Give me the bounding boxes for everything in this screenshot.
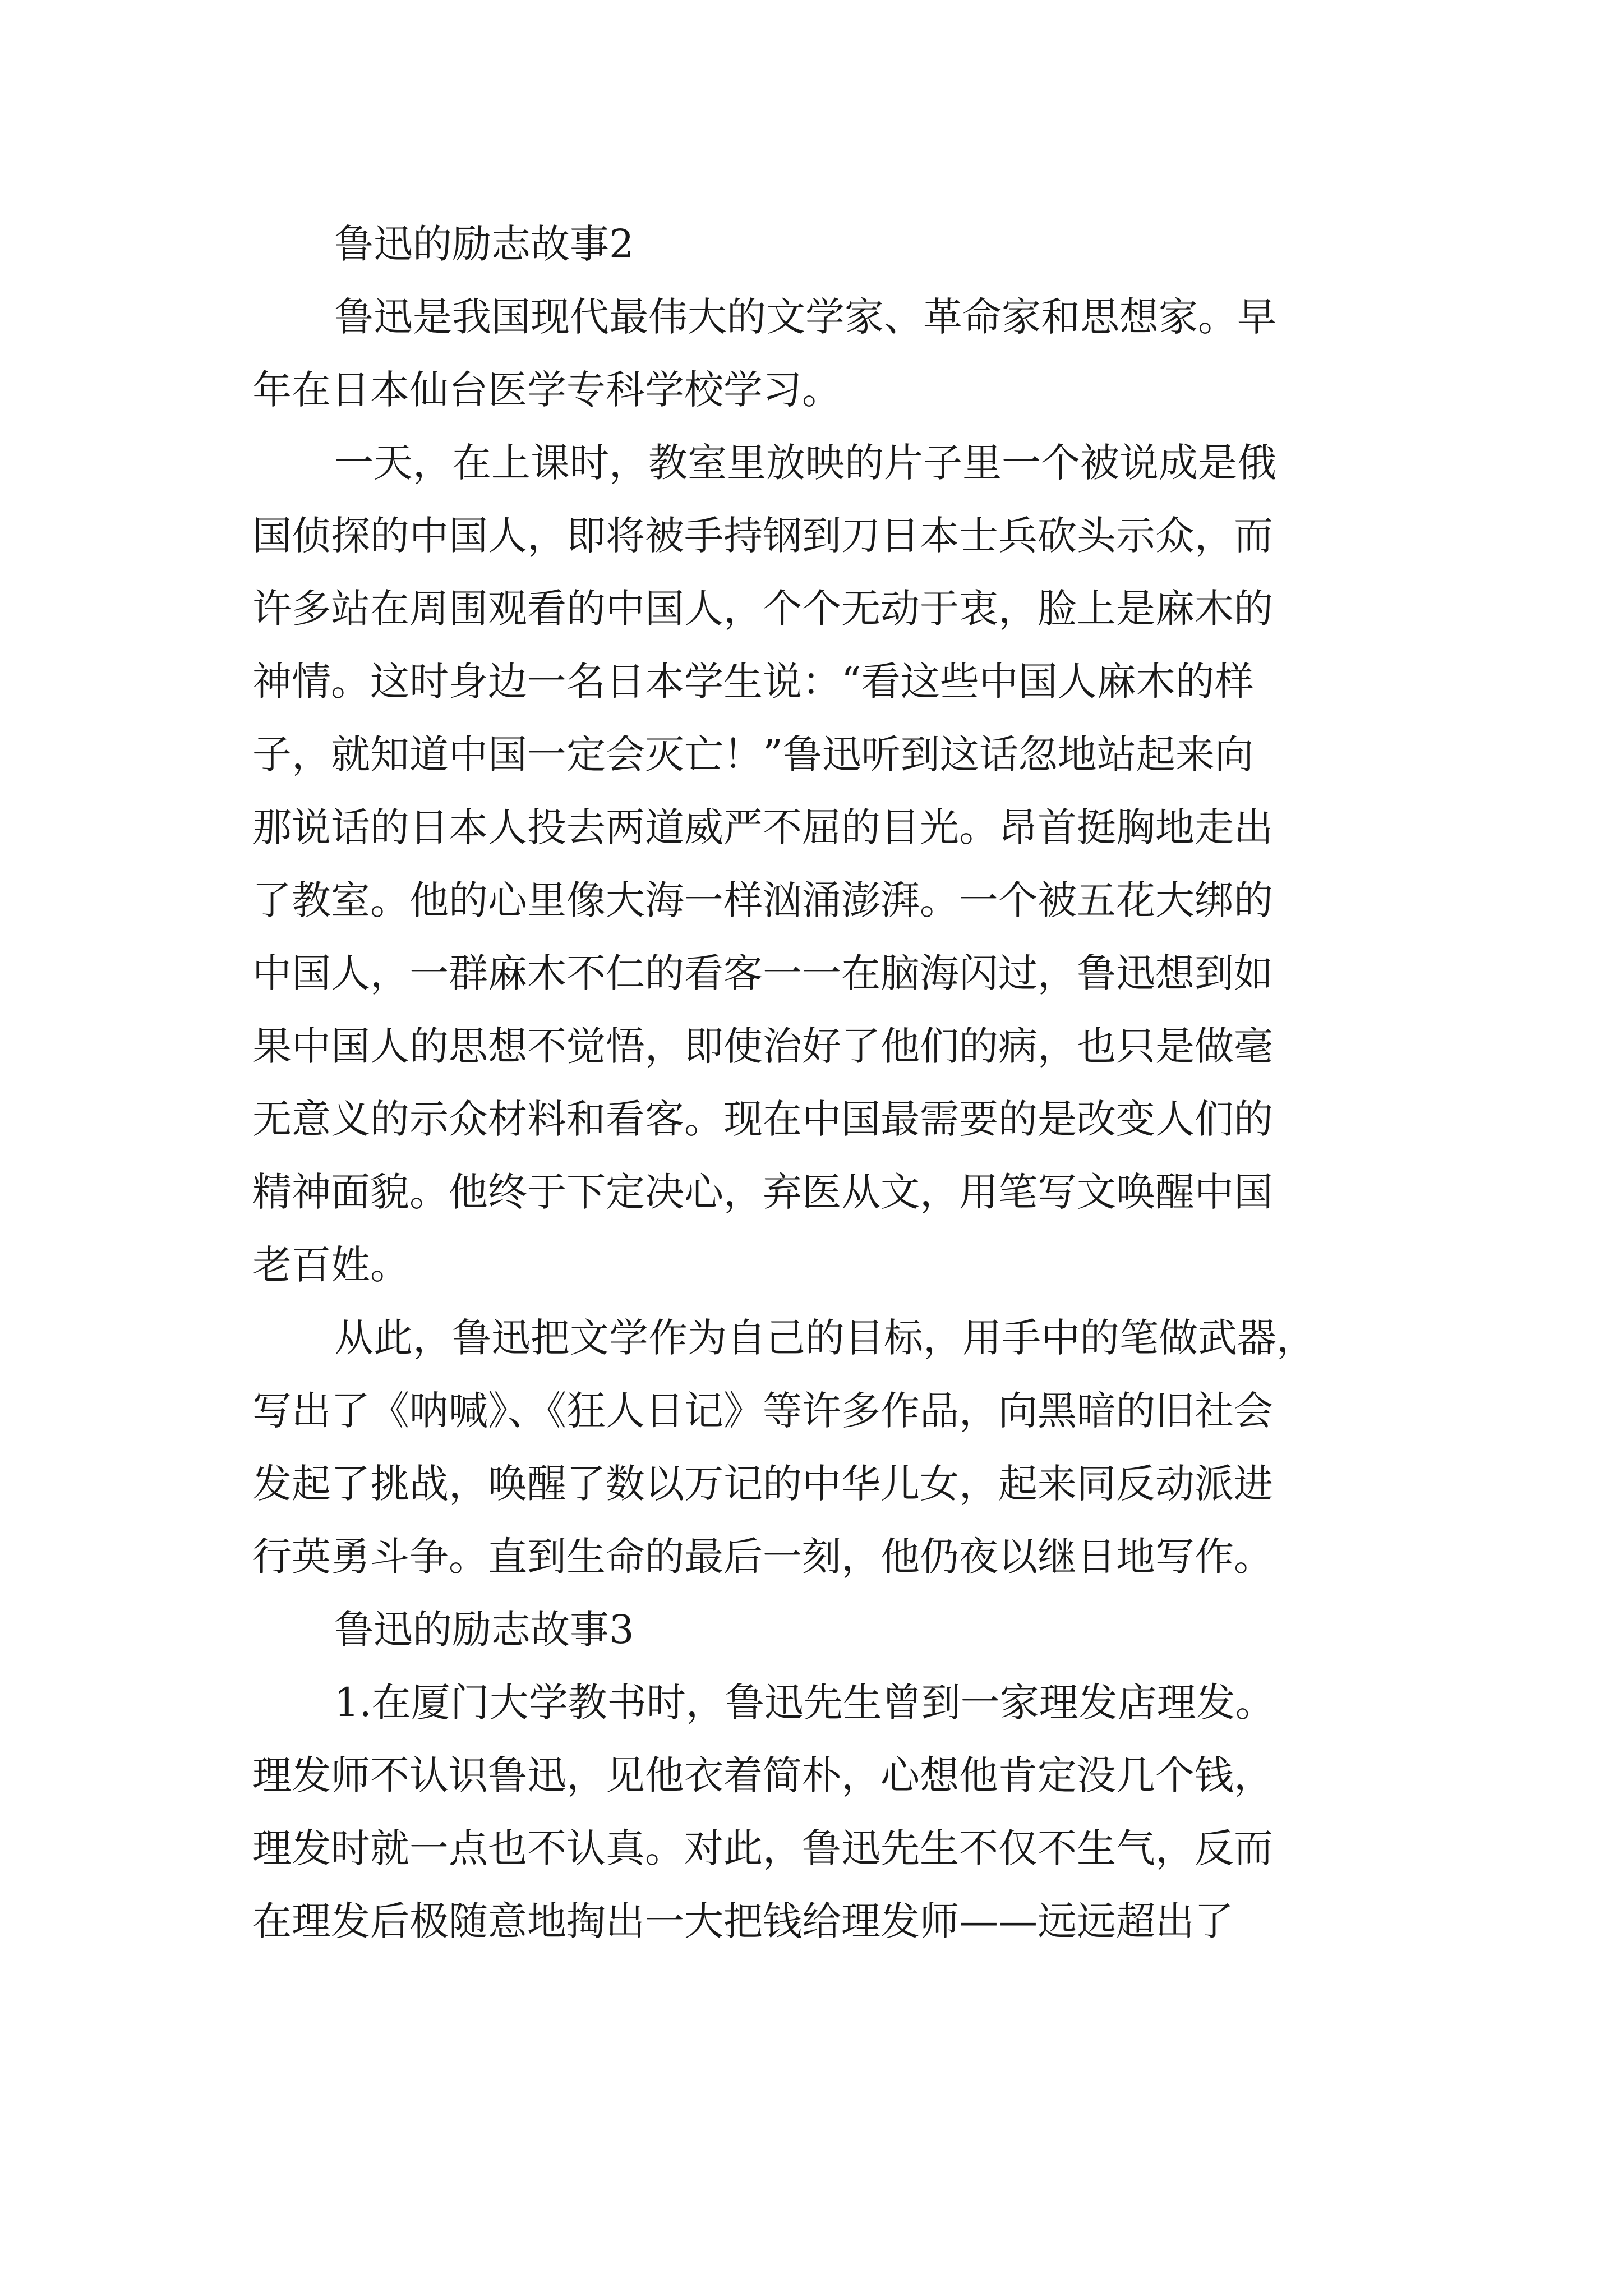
paragraph-line: 中国人，一群麻木不仁的看客一一在脑海闪过，鲁迅想到如 xyxy=(252,950,1273,996)
paragraph-line: 一天，在上课时，教室里放映的片子里一个被说成是俄 xyxy=(334,440,1276,486)
section-heading: 鲁迅的励志故事2 xyxy=(334,221,634,267)
paragraph-line: 理发师不认识鲁迅，见他衣着简朴，心想他肯定没几个钱， xyxy=(252,1752,1273,1798)
paragraph-line: 无意义的示众材料和看客。现在中国最需要的是改变人们的 xyxy=(252,1096,1273,1142)
paragraph-line: 发起了挑战，唤醒了数以万记的中华儿女，起来同反动派进 xyxy=(252,1461,1273,1507)
paragraph-line: 果中国人的思想不觉悟，即使治好了他们的病，也只是做毫 xyxy=(252,1023,1273,1069)
paragraph-line: 1.在厦门大学教书时，鲁迅先生曾到一家理发店理发。 xyxy=(334,1680,1275,1726)
paragraph-line: 年在日本仙台医学专科学校学习。 xyxy=(252,367,841,413)
paragraph-line: 从此，鲁迅把文学作为自己的目标，用手中的笔做武器， xyxy=(334,1315,1316,1361)
paragraph-line: 神情。这时身边一名日本学生说：“看这些中国人麻木的样 xyxy=(252,659,1254,705)
paragraph-line: 许多站在周围观看的中国人，个个无动于衷，脸上是麻木的 xyxy=(252,586,1273,632)
paragraph-line: 那说话的日本人投去两道威严不屈的目光。昂首挺胸地走出 xyxy=(252,804,1273,850)
paragraph-line: 鲁迅是我国现代最伟大的文学家、革命家和思想家。早 xyxy=(334,294,1276,340)
paragraph-line: 在理发后极随意地掏出一大把钱给理发师——远远超出了 xyxy=(252,1898,1234,1944)
paragraph-line: 写出了《呐喊》、《狂人日记》等许多作品，向黑暗的旧社会 xyxy=(252,1388,1273,1434)
section-heading: 鲁迅的励志故事3 xyxy=(334,1607,634,1653)
paragraph-line: 行英勇斗争。直到生命的最后一刻，他仍夜以继日地写作。 xyxy=(252,1534,1273,1580)
paragraph-line: 理发时就一点也不认真。对此，鲁迅先生不仅不生气，反而 xyxy=(252,1825,1273,1871)
document-body xyxy=(252,208,1380,1958)
paragraph-line: 了教室。他的心里像大海一样汹涌澎湃。一个被五花大绑的 xyxy=(252,877,1273,923)
paragraph-line: 国侦探的中国人，即将被手持钢到刀日本士兵砍头示众，而 xyxy=(252,513,1273,559)
paragraph-line: 子，就知道中国一定会灭亡！”鲁迅听到这话忽地站起来向 xyxy=(252,731,1254,777)
paragraph-line: 老百姓。 xyxy=(252,1242,409,1288)
paragraph-line: 精神面貌。他终于下定决心，弃医从文，用笔写文唤醒中国 xyxy=(252,1169,1273,1215)
